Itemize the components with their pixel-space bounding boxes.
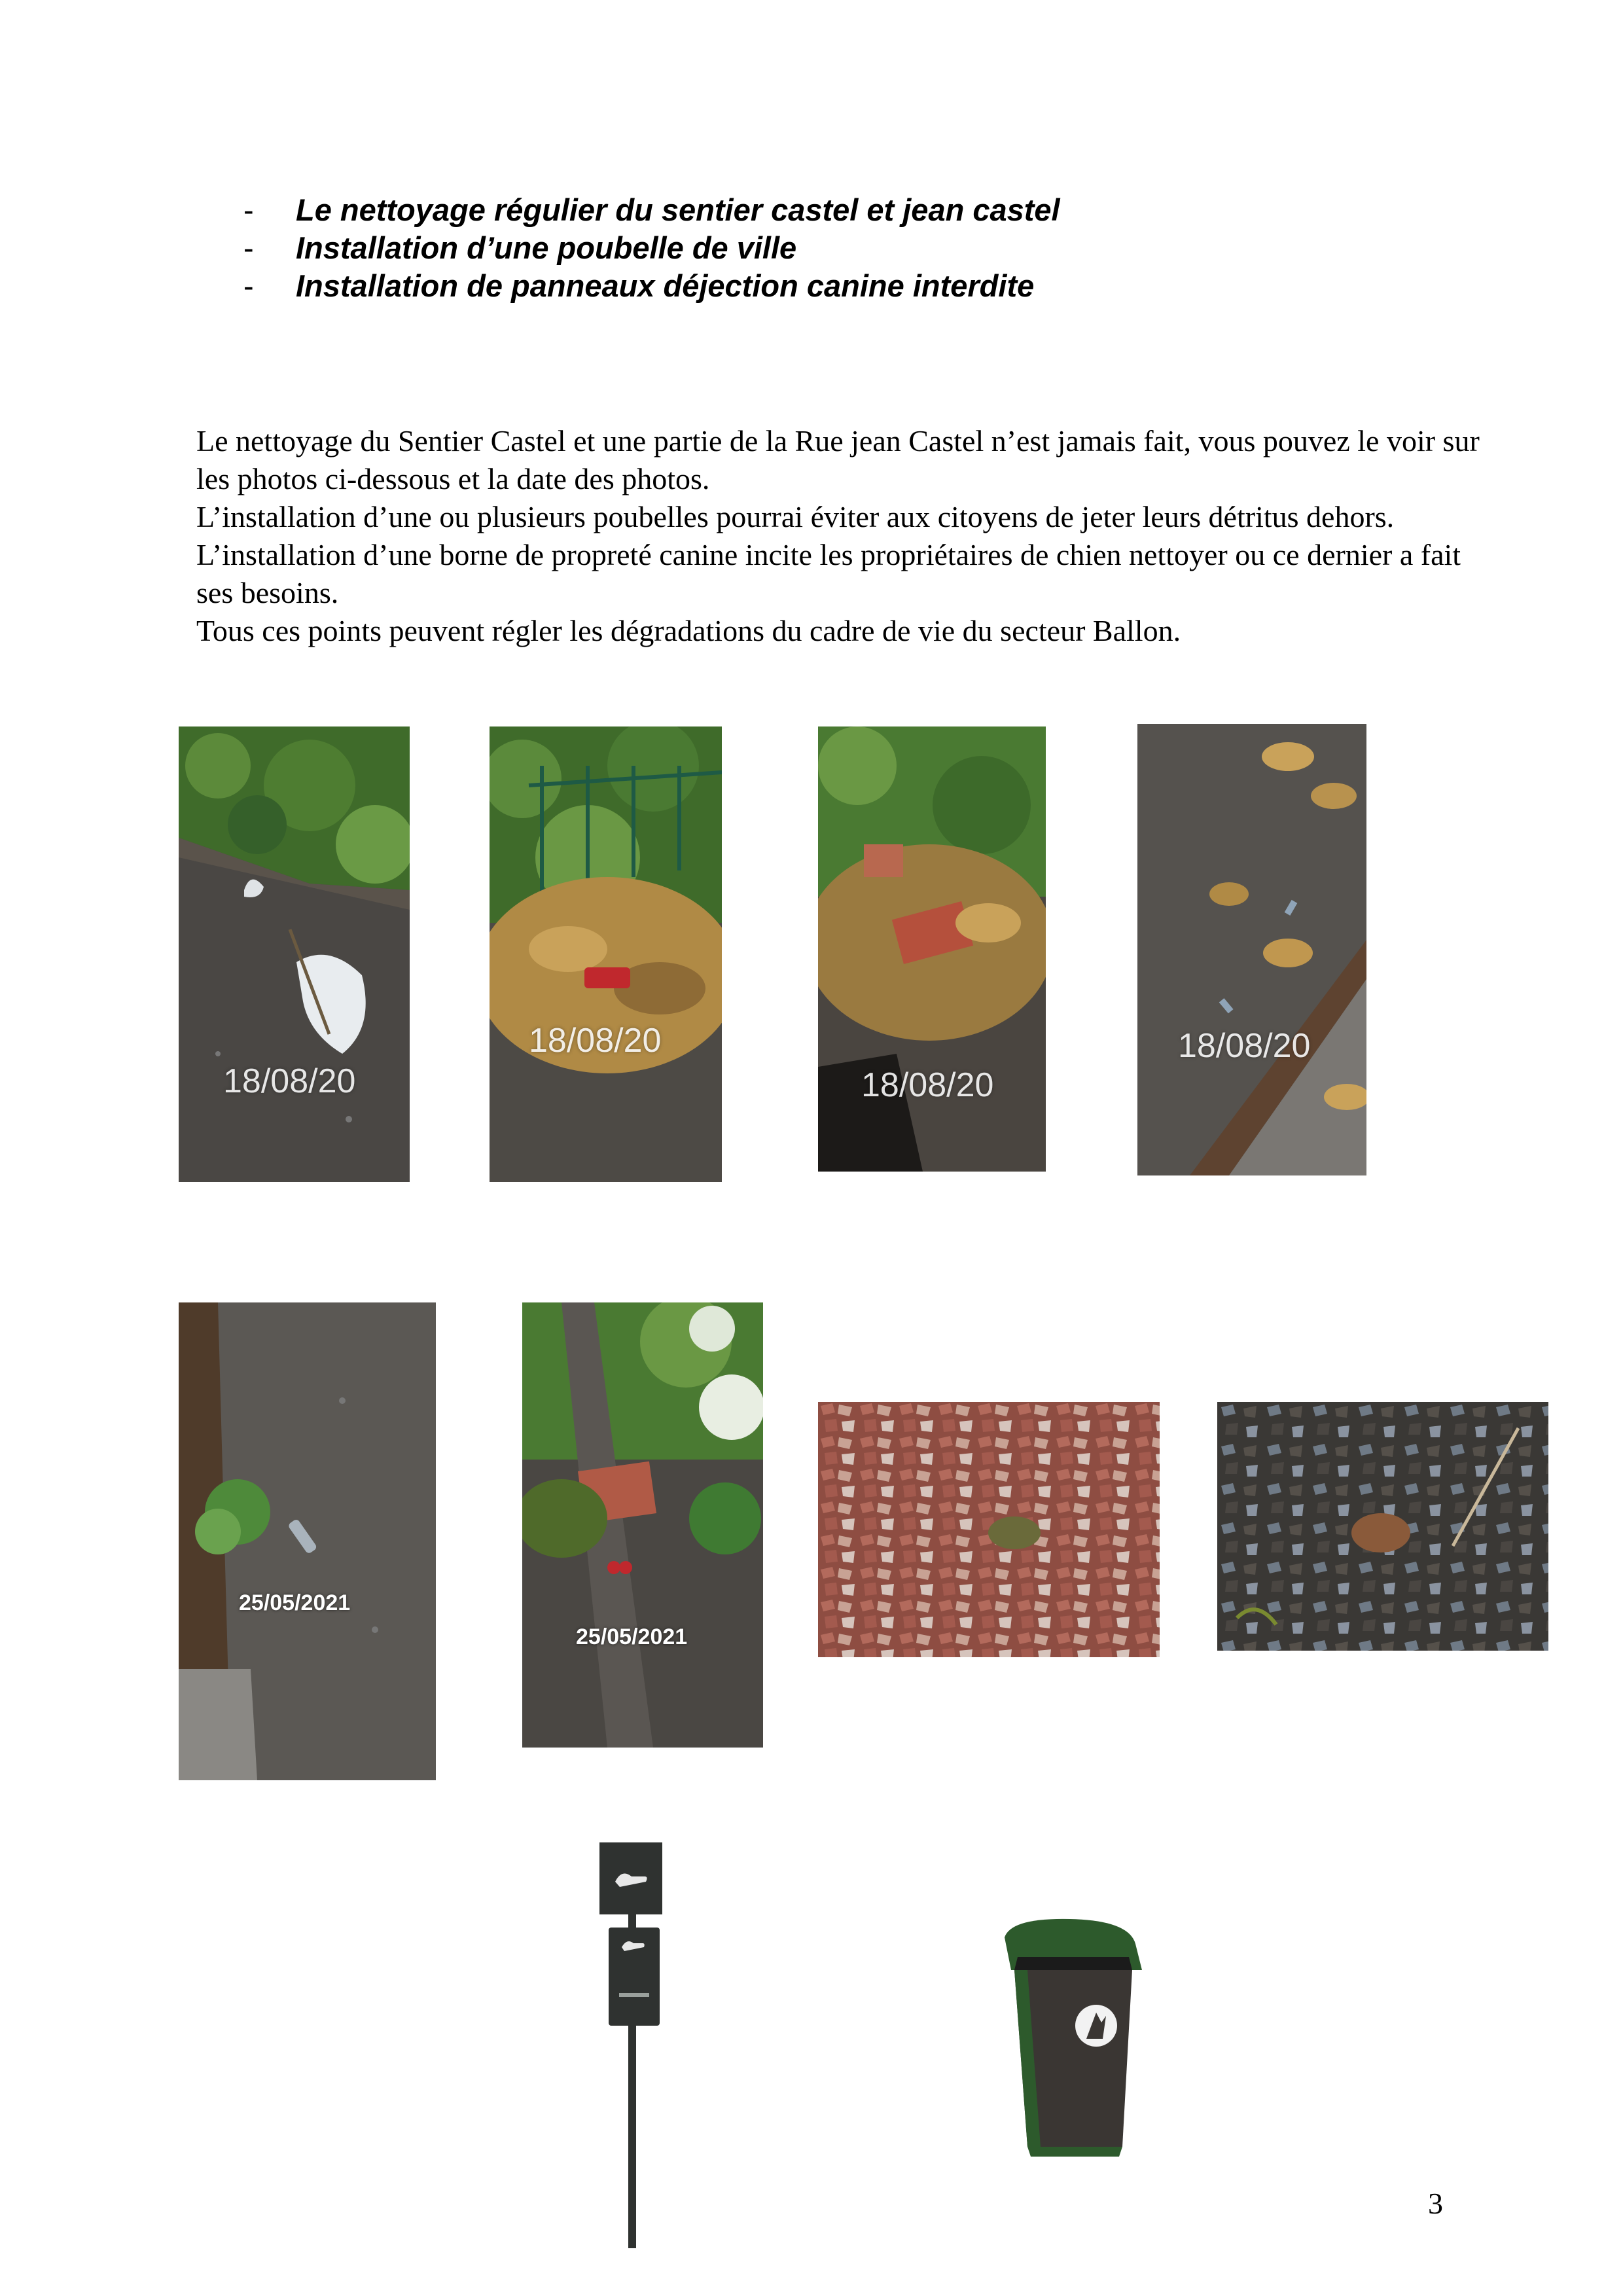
bullet-item bbox=[243, 267, 1060, 305]
bullet-dash: - bbox=[243, 268, 254, 303]
bullet-list bbox=[243, 191, 1060, 305]
photo-litter-5 bbox=[179, 1302, 436, 1780]
photo-date-stamp: 18/08/20 bbox=[861, 1066, 994, 1104]
photo-litter-3 bbox=[818, 726, 1046, 1172]
bullet-text: Installation de panneaux déjection canine interdite bbox=[296, 268, 1035, 303]
dog-waste-station-illustration bbox=[596, 1842, 668, 2248]
paragraph-line: L’installation d’une borne de propreté canine incite les propriétaires de chien nettoyer ou ce dernier a fait ses besoins. bbox=[196, 538, 1461, 609]
photo-image bbox=[522, 1302, 763, 1748]
photo-image bbox=[179, 726, 410, 1182]
photo-gravel bbox=[818, 1402, 1160, 1657]
bullet-text: Le nettoyage régulier du sentier castel et jean castel bbox=[296, 192, 1060, 227]
page-number: 3 bbox=[1428, 2187, 1443, 2220]
dog-waste-station-icon bbox=[596, 1842, 668, 2248]
photo-date-stamp: 18/08/20 bbox=[529, 1022, 662, 1060]
photo-image bbox=[1217, 1402, 1548, 1651]
bullet-dash: - bbox=[243, 230, 254, 265]
photo-dark-gravel bbox=[1217, 1402, 1548, 1651]
paragraph-line: Tous ces points peuvent régler les dégradations du cadre de vie du secteur Ballon. bbox=[196, 614, 1181, 647]
photo-image bbox=[818, 726, 1046, 1172]
body-paragraph bbox=[196, 422, 1492, 650]
photo-date-stamp: 18/08/20 bbox=[1178, 1027, 1311, 1065]
photo-date-stamp: 25/05/2021 bbox=[576, 1624, 688, 1649]
photo-image bbox=[179, 1302, 436, 1780]
bullet-dash: - bbox=[243, 192, 254, 227]
bullet-text: Installation d’une poubelle de ville bbox=[296, 230, 797, 265]
photo-image bbox=[818, 1402, 1160, 1657]
photo-litter-1 bbox=[179, 726, 410, 1182]
photo-image bbox=[1137, 724, 1366, 1175]
city-trash-bin-illustration bbox=[998, 1918, 1149, 2160]
bullet-item bbox=[243, 191, 1060, 229]
photo-litter-2 bbox=[490, 726, 722, 1182]
photo-date-stamp: 18/08/20 bbox=[223, 1062, 356, 1100]
trash-bin-icon bbox=[998, 1918, 1149, 2160]
bullet-item bbox=[243, 229, 1060, 267]
photo-date-stamp: 25/05/2021 bbox=[239, 1590, 351, 1615]
paragraph-line: Le nettoyage du Sentier Castel et une partie de la Rue jean Castel n’est jamais fait, vous pouvez le voir sur les photos ci-dessous et la date des photos. bbox=[196, 424, 1480, 495]
photo-litter-4 bbox=[1137, 724, 1366, 1175]
paragraph-line: L’installation d’une ou plusieurs poubelles pourrai éviter aux citoyens de jeter leurs détritus dehors. bbox=[196, 500, 1395, 533]
photo-image bbox=[490, 726, 722, 1182]
photo-litter-6 bbox=[522, 1302, 763, 1748]
